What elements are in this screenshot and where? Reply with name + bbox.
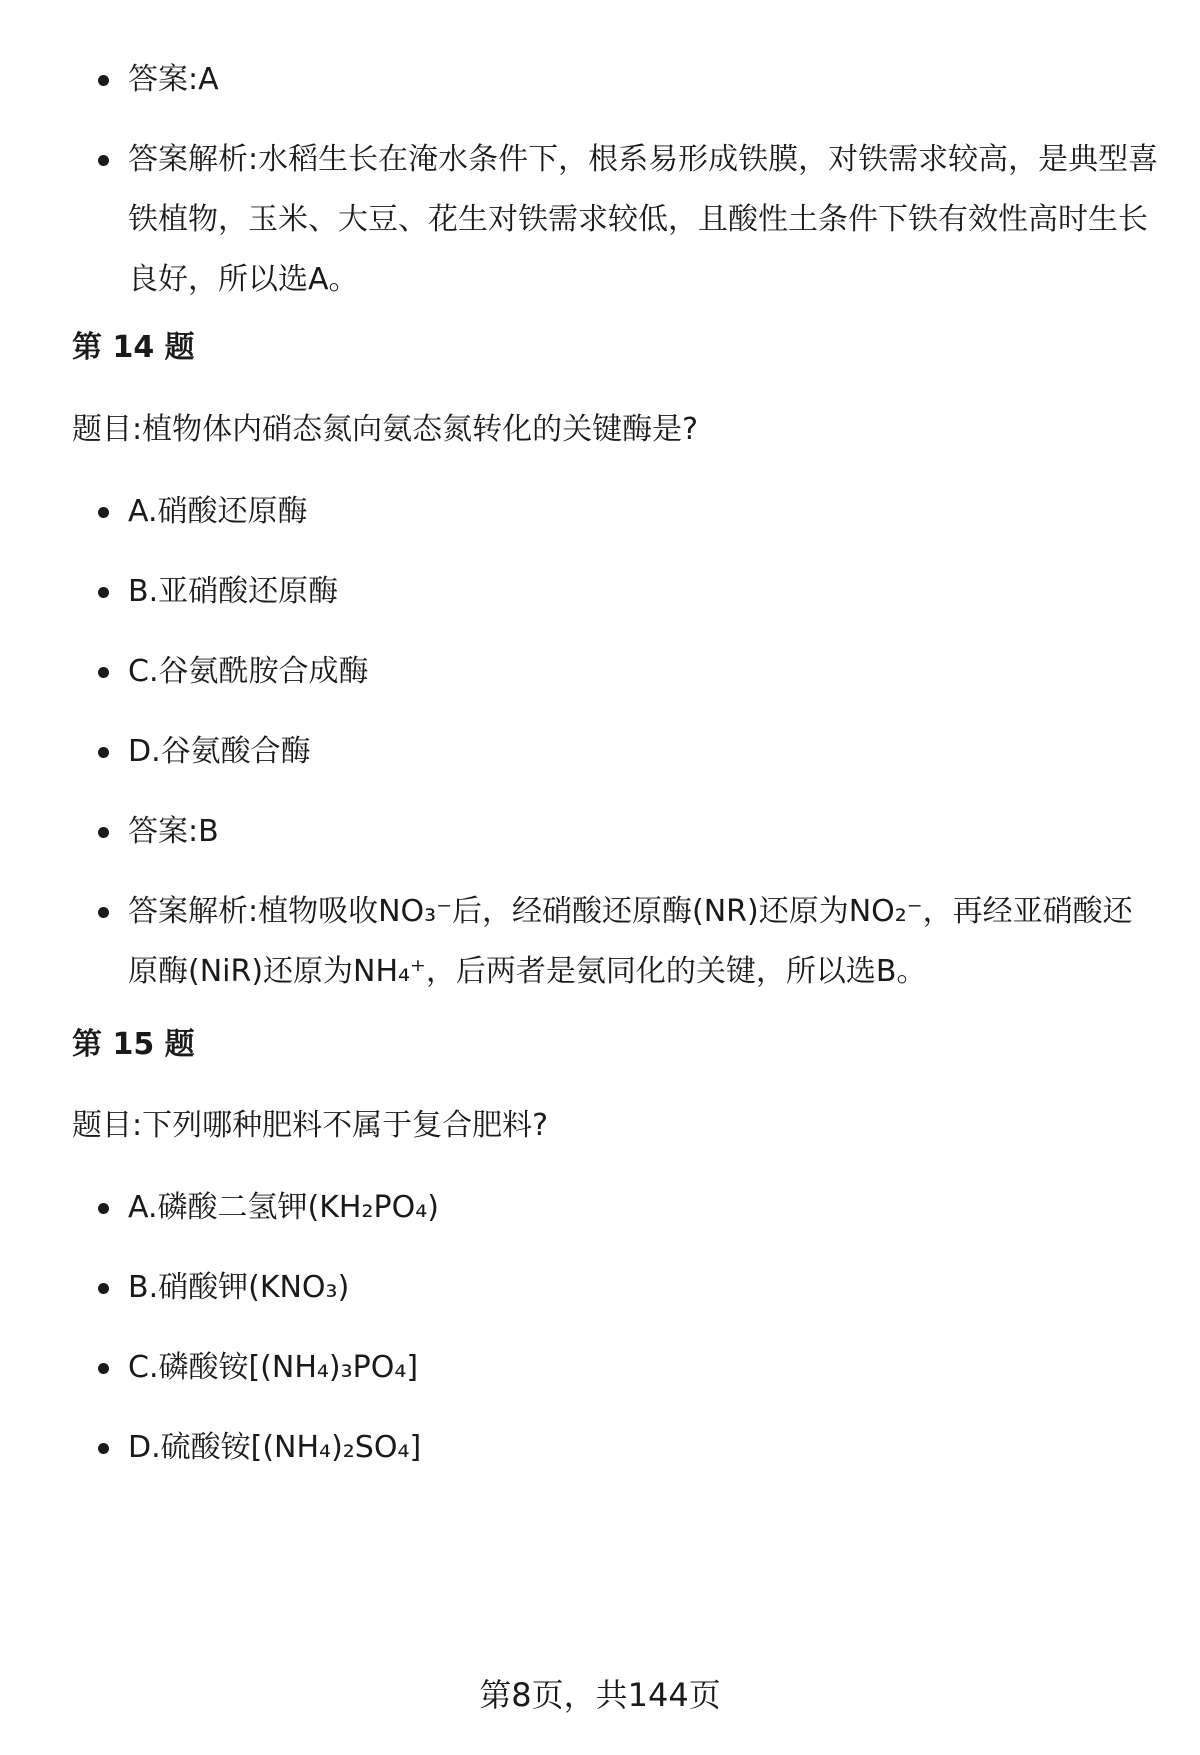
- option-text: D.硫酸铵[(NH₄)₂SO₄]: [128, 1430, 422, 1465]
- analysis-text: 答案解析:植物吸收NO₃⁻后，经硝酸还原酶(NR)还原为NO₂⁻，再经亚硝酸还原酶(NiR)还原为NH₄⁺，后两者是氨同化的关键，所以选B。: [128, 894, 1133, 989]
- option-text: B.硝酸钾(KNO₃): [128, 1270, 350, 1305]
- q15-option-d: [0, 1418, 1200, 1478]
- bullet-dot: [98, 1283, 109, 1294]
- prev-answer-text: 答案:A: [128, 62, 219, 97]
- q14-option-a: [0, 482, 1200, 542]
- bullet-dot: [98, 507, 109, 518]
- bullet-dot: [98, 75, 109, 86]
- q15-option-c: [0, 1338, 1200, 1398]
- q14-option-c: [0, 642, 1200, 702]
- question-15-heading: 第 15 题: [72, 1027, 195, 1062]
- bullet-dot: [98, 907, 109, 918]
- answer-text: 答案:B: [128, 814, 219, 849]
- option-text: C.谷氨酰胺合成酶: [128, 654, 369, 689]
- bullet-dot: [98, 747, 109, 758]
- bullet-dot: [98, 1363, 109, 1374]
- option-text: D.谷氨酸合酶: [128, 734, 311, 769]
- option-text: B.亚硝酸还原酶: [128, 574, 339, 609]
- prev-answer-item: [0, 50, 1200, 110]
- bullet-dot: [98, 667, 109, 678]
- question-15-stem: 题目:下列哪种肥料不属于复合肥料?: [72, 1108, 549, 1143]
- q15-option-b: [0, 1258, 1200, 1318]
- q14-option-d: [0, 722, 1200, 782]
- option-text: A.磷酸二氢钾(KH₂PO₄): [128, 1190, 439, 1225]
- question-14-stem: 题目:植物体内硝态氮向氨态氮转化的关键酶是?: [72, 412, 699, 447]
- q14-option-b: [0, 562, 1200, 622]
- q14-answer-item: [0, 802, 1200, 862]
- bullet-dot: [98, 587, 109, 598]
- q14-analysis-item: [0, 882, 1200, 1002]
- prev-analysis-item: [0, 130, 1200, 310]
- bullet-dot: [98, 1203, 109, 1214]
- bullet-dot: [98, 1443, 109, 1454]
- bullet-dot: [98, 155, 109, 166]
- option-text: A.硝酸还原酶: [128, 494, 308, 529]
- prev-analysis-text: 答案解析:水稻生长在淹水条件下，根系易形成铁膜，对铁需求较高，是典型喜铁植物，玉米、大豆、花生对铁需求较低，且酸性土条件下铁有效性高时生长良好，所以选A。: [128, 142, 1159, 297]
- option-text: C.磷酸铵[(NH₄)₃PO₄]: [128, 1350, 419, 1385]
- bullet-dot: [98, 827, 109, 838]
- q15-option-a: [0, 1178, 1200, 1238]
- question-14-heading: 第 14 题: [72, 330, 195, 365]
- page-number-footer: 第8页，共144页: [479, 1676, 721, 1714]
